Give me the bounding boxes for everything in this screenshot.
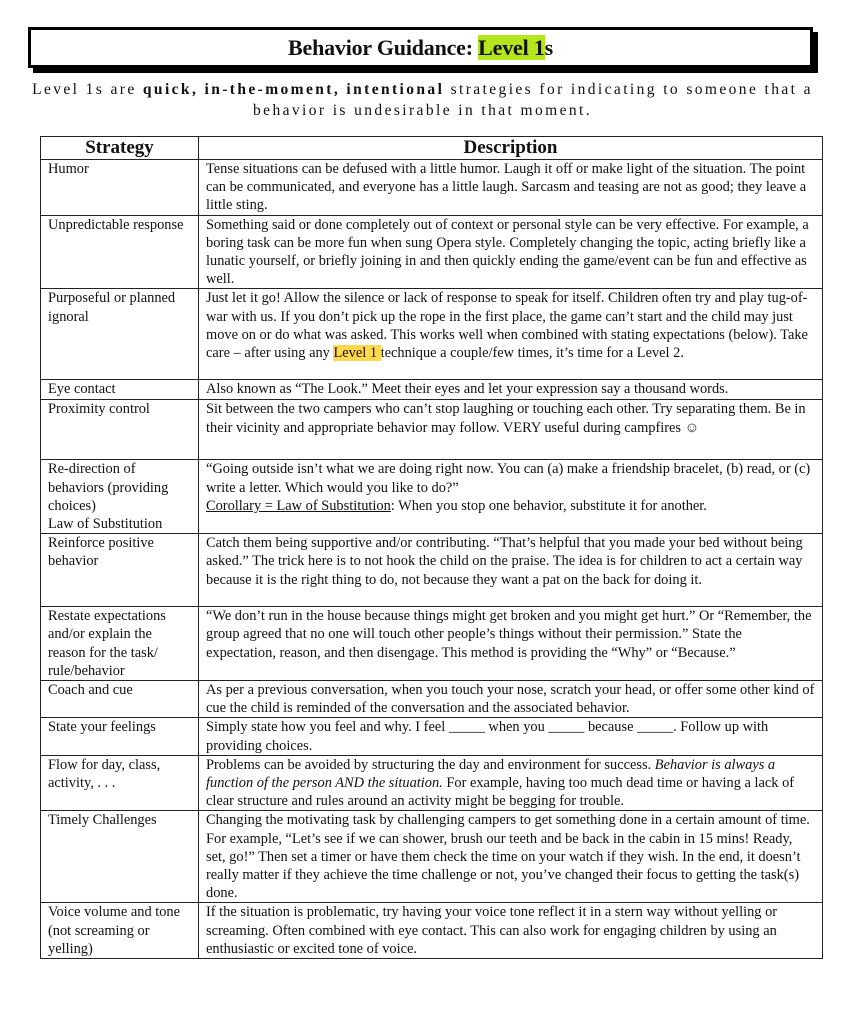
- table-row: [41, 681, 823, 718]
- table-row: [41, 160, 823, 216]
- description-cell: Something said or done completely out of context or personal style can be very effective. For example, a boring task can be more fun when sung Opera style. Completely changing the topic, acting briefly like a lunatic yourself, or briefly joining in and then quickly ending the game/event can be fun and effective as well.: [199, 215, 823, 289]
- description-cell: Tense situations can be defused with a little humor. Laugh it off or make light of the situation. The point can be communicated, and everyone has a little laugh. Sarcasm and teasing are not as good; they leave a little sting.: [199, 160, 823, 216]
- strategy-table: [40, 136, 823, 959]
- title-prefix: Behavior Guidance:: [288, 35, 479, 60]
- table-row: [41, 755, 823, 811]
- strategy-cell: Purposeful or planned ignoral: [41, 289, 199, 380]
- table-header-row: [41, 137, 823, 160]
- table-row: [41, 215, 823, 289]
- strategy-cell: Voice volume and tone (not screaming or yelling): [41, 903, 199, 959]
- header-strategy: Strategy: [41, 137, 199, 160]
- strategy-cell: Proximity control: [41, 400, 199, 460]
- title-highlight: Level 1: [478, 35, 545, 60]
- page-title: [288, 35, 553, 60]
- inline-highlight: Level 1: [333, 345, 381, 362]
- strategy-cell: Reinforce positive behavior: [41, 534, 199, 607]
- table-row: [41, 607, 823, 681]
- table-row: [41, 903, 823, 959]
- intro-text: Level 1s are: [32, 81, 143, 98]
- strategy-cell: Timely Challenges: [41, 811, 199, 903]
- title-box: [28, 27, 813, 68]
- description-cell: Just let it go! Allow the silence or lack of response to speak for itself. Children often try and play tug-of-war with us. If you don’t pick up the rope in the first place, the game can’t start and the child may just move on or do what was asked. This works well when combined with stating expectations (below). Take care – after using any Level 1 technique a couple/few times, it’s time for a Level 2.: [199, 289, 823, 380]
- table-row: [41, 811, 823, 903]
- table-row: [41, 400, 823, 460]
- strategy-cell: Humor: [41, 160, 199, 216]
- intro-paragraph: [20, 79, 825, 121]
- intro-text-end: strategies for indicating to someone that a behavior is undesirable in that moment.: [253, 81, 813, 119]
- description-cell: Also known as “The Look.” Meet their eyes and let your expression say a thousand words.: [199, 380, 823, 400]
- strategy-cell: Coach and cue: [41, 681, 199, 718]
- strategy-cell: State your feelings: [41, 718, 199, 755]
- table-row: [41, 718, 823, 755]
- italic-emphasis: Behavior is always a function of the person AND the situation.: [206, 756, 776, 792]
- description-cell: If the situation is problematic, try having your voice tone reflect it in a stern way without yelling or screaming. Often combined with eye contact. This can also work for engaging children by using an enthusiastic or excited tone of voice.: [199, 903, 823, 959]
- title-suffix: s: [544, 35, 553, 60]
- strategy-cell: Restate expectations and/or explain the reason for the task/ rule/behavior: [41, 607, 199, 681]
- intro-bold: quick, in-the-moment, intentional: [142, 81, 445, 98]
- description-cell: “We don’t run in the house because things might get broken and you might get hurt.” Or “Remember, the group agreed that no one will touch other people’s things without their permission.” State the expectation, reason, and then disengage. This method is providing the “Why” or “Because.”: [199, 607, 823, 681]
- description-cell: Simply state how you feel and why. I feel _____ when you _____ because _____. Follow up with providing choices.: [199, 718, 823, 755]
- description-cell: Sit between the two campers who can’t stop laughing or touching each other. Try separating them. Be in their vicinity and appropriate behavior may follow. VERY useful during campfires ☺: [199, 400, 823, 460]
- description-cell: Problems can be avoided by structuring the day and environment for success. Behavior is always a function of the person AND the situation. For example, having too much dead time or having a lack of clear structure and rules around an activity might be begging for trouble.: [199, 755, 823, 811]
- description-cell: As per a previous conversation, when you touch your nose, scratch your head, or offer some other kind of cue the child is reminded of the conversation and the associated behavior.: [199, 681, 823, 718]
- description-cell: “Going outside isn’t what we are doing right now. You can (a) make a friendship bracelet, (b) read, or (c) write a letter. Which would you like to do?” Corollary = Law of Substitution: When you stop one behavior, substitute it for another.: [199, 460, 823, 534]
- corollary-underline: Corollary = Law of Substitution: [206, 497, 391, 514]
- strategy-cell: Eye contact: [41, 380, 199, 400]
- strategy-cell: Flow for day, class, activity, . . .: [41, 755, 199, 811]
- table-row: [41, 380, 823, 400]
- strategy-cell: Unpredictable response: [41, 215, 199, 289]
- header-description: Description: [199, 137, 823, 160]
- description-cell: Changing the motivating task by challenging campers to get something done in a certain amount of time. For example, “Let’s see if we can shower, brush our teeth and be back in the cabin in 15 mins! Ready, set, go!” Then set a timer or have them check the time on your watch if they wish. In the end, it doesn’t really matter if they achieve the time challenge or not, you’ve changed their focus to getting the task(s) done.: [199, 811, 823, 903]
- table-row: [41, 534, 823, 607]
- table-row: [41, 460, 823, 534]
- table-row: [41, 289, 823, 380]
- strategy-cell: Re-direction of behaviors (providing choices) Law of Substitution: [41, 460, 199, 534]
- description-cell: Catch them being supportive and/or contributing. “That’s helpful that you made your bed without being asked.” The trick here is to not hook the child on the praise. The idea is for children to act a certain way because it is the right thing to do, not because they want a pat on the back for doing it.: [199, 534, 823, 607]
